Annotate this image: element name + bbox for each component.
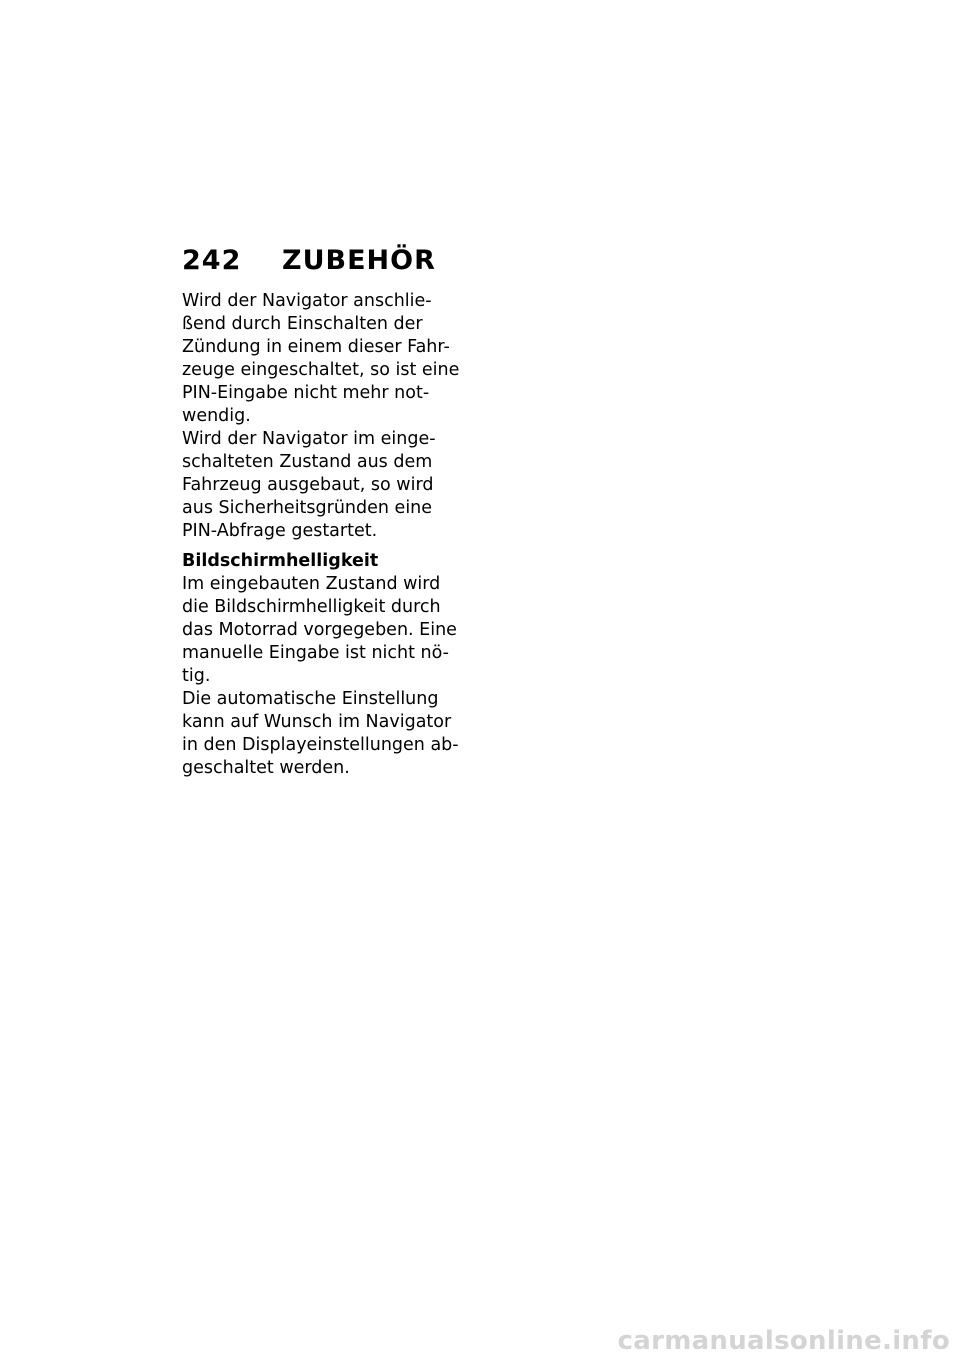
page-content [182, 290, 472, 780]
chapter-title: ZUBEHÖR [282, 245, 436, 276]
paragraph-brightness-default: Im eingebauten Zustand wird die Bildschirmhelligkeit durch das Motorrad vorgegeben. Eine manuelle Eingabe ist nicht nö- tig. [182, 574, 457, 686]
paragraph-pin-not-required: Wird der Navigator anschlie- ßend durch Einschalten der Zündung in einem dieser Fahr- zeuge eingeschaltet, so ist eine PIN-Eingabe nicht mehr not- wendig. [182, 291, 460, 426]
watermark: carmanualsonline.info [617, 1326, 950, 1356]
page-number: 242 [182, 245, 242, 276]
page-header [182, 243, 482, 279]
paragraph-pin-query: Wird der Navigator im einge- schalteten Zustand aus dem Fahrzeug ausgebaut, so wird aus Sicherheitsgründen eine PIN-Abfrage gestartet. [182, 429, 436, 541]
section-heading-brightness: Bildschirmhelligkeit [182, 551, 379, 571]
paragraph-brightness-auto: Die automatische Einstellung kann auf Wunsch im Navigator in den Displayeinstellungen ab- geschaltet werden. [182, 689, 459, 778]
